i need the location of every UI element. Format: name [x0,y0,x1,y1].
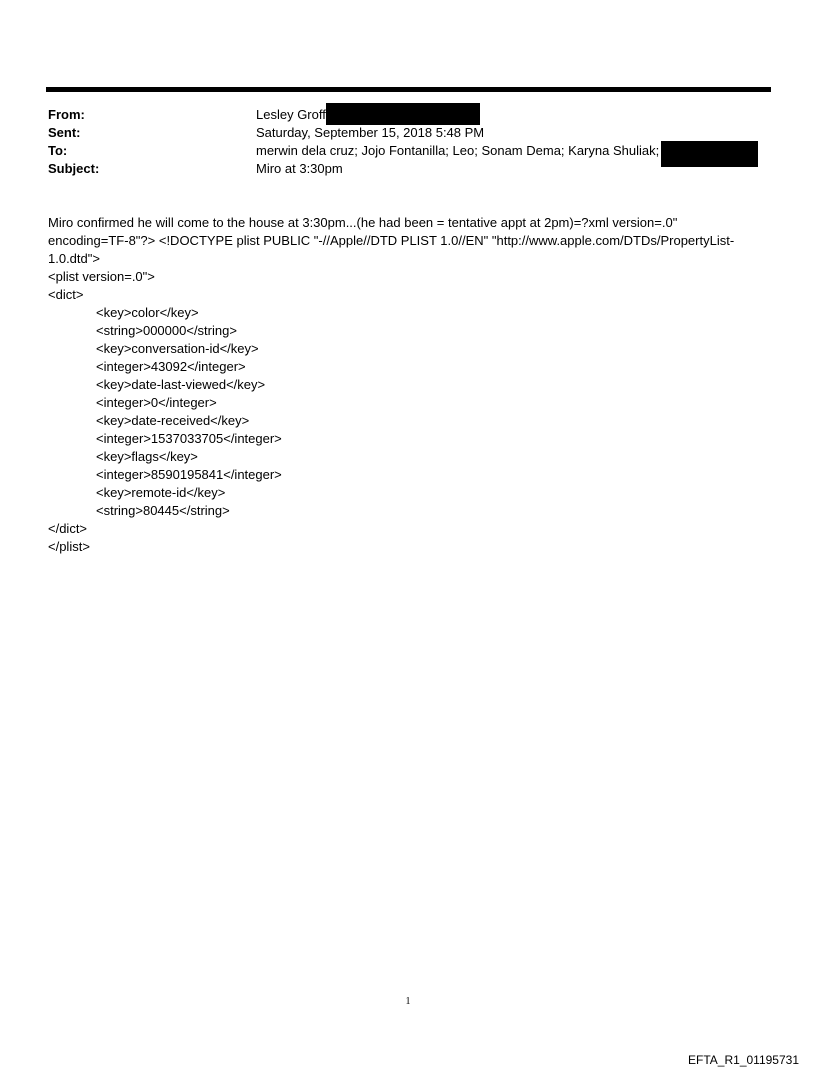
body-line: <string>000000</string> [96,323,237,338]
to-label: To: [48,143,68,158]
to-row [48,142,768,160]
body-line: Miro confirmed he will come to the house at 3:30pm...(he had been = tentative appt at 2pm)=?xml version=.0" [48,215,678,230]
body-line: <integer>8590195841</integer> [96,467,282,482]
body-line: <key>conversation-id</key> [96,341,259,356]
sent-row [48,124,768,142]
page-number: 1 [405,996,411,1007]
body-line: <key>date-last-viewed</key> [96,377,266,392]
from-row [48,106,768,124]
body-line: encoding=TF-8"?> <!DOCTYPE plist PUBLIC "-//Apple//DTD PLIST 1.0//EN" "http://www.apple.com/DTDs/PropertyList- [48,233,735,248]
header-rule [46,87,771,92]
body-line: <plist version=.0"> [48,269,155,284]
body-line: 1.0.dtd"> [48,251,100,266]
body-line: <integer>43092</integer> [96,359,246,374]
subject-value: Miro at 3:30pm [256,161,343,176]
subject-label: Subject: [48,161,100,176]
body-line: <integer>0</integer> [96,395,217,410]
sent-label: Sent: [48,125,81,140]
from-value-wrap [256,106,480,125]
sent-value: Saturday, September 15, 2018 5:48 PM [256,125,485,140]
from-value: Lesley Groff [256,107,326,122]
email-header [48,106,768,178]
redaction-box [326,103,480,125]
body-line: </dict> [48,521,88,536]
body-line: </plist> [48,539,90,554]
from-label: From: [48,107,85,122]
email-body [48,214,768,556]
body-line: <key>color</key> [96,305,199,320]
body-line: <integer>1537033705</integer> [96,431,282,446]
redaction-box [661,141,758,167]
body-line: <key>remote-id</key> [96,485,226,500]
subject-row [48,160,768,178]
body-line: <key>date-received</key> [96,413,250,428]
body-line: <dict> [48,287,84,302]
to-value: merwin dela cruz; Jojo Fontanilla; Leo; Sonam Dema; Karyna Shuliak; [256,143,660,158]
body-line: <key>flags</key> [96,449,198,464]
document-id: EFTA_R1_01195731 [688,1053,799,1067]
body-line: <string>80445</string> [96,503,230,518]
